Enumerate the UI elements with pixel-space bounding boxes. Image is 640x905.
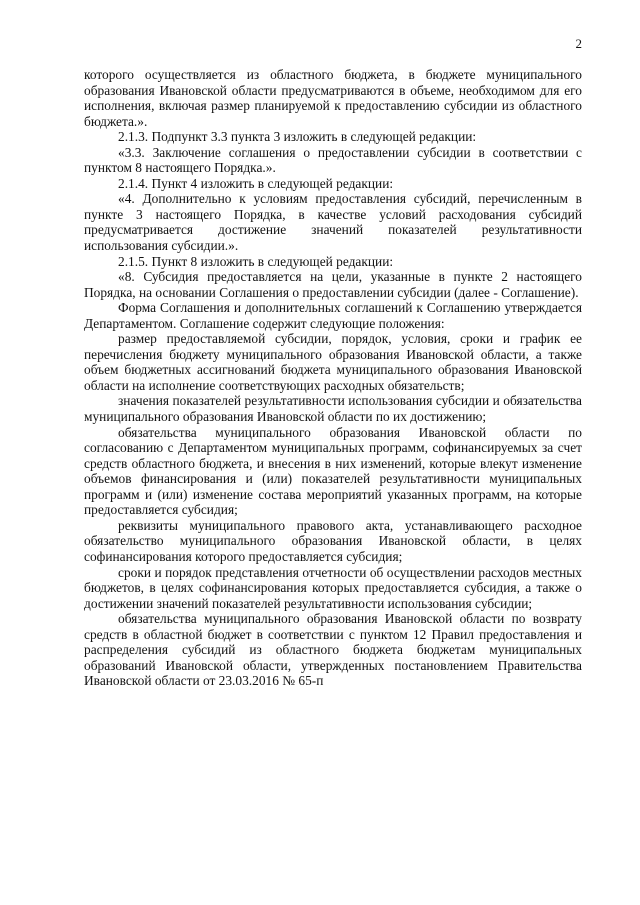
paragraph-clause-4: «4. Дополнительно к условиям предоставления субсидий, перечисленным в пункте 3 настоящего Порядка, в качестве условий расходования субсидий предусматривается достижение значений показателей результативности использования субсидии.». [84,191,582,254]
list-item-reporting: сроки и порядок представления отчетности об осуществлении расходов местных бюджетов, в целях софинансирования которых предоставляется субсидия, а также о достижении значений показателей результативности использования субсидии; [84,564,582,611]
paragraph-2-1-3: 2.1.3. Подпункт 3.3 пункта 3 изложить в следующей редакции: [118,129,477,145]
paragraph-continuation: которого осуществляется из областного бюджета, в бюджете муниципального образования Ивановской области предусматриваются в объеме, необходимом для его исполнения, включая размер планируемой к предоставлению субсидии из областного бюджета.». [84,67,582,129]
list-item-indicators: значения показателей результативности использования субсидии и обязательства муниципального образования Ивановской области по их достижению; [84,393,582,425]
list-item-program-obligations: обязательства муниципального образования Ивановской области по согласованию с Департаментом муниципальных программ, софинансируемых за счет средств областного бюджета, и внесения в них изменений, которые влекут изменение объемов финансирования и (или) показателей результативности муниципальных программ и (или) изменение состава мероприятий указанных программ, на которые предоставляется субсидия; [84,424,582,518]
document-body [84,67,582,689]
paragraph-clause-8: «8. Субсидия предоставляется на цели, указанные в пункте 2 настоящего Порядка, на основании Соглашения о предоставлении субсидии (далее - Соглашение). [84,269,582,300]
paragraph-2-1-4: 2.1.4. Пункт 4 изложить в следующей редакции: [118,175,394,191]
paragraph-2-1-5: 2.1.5. Пункт 8 изложить в следующей редакции: [118,253,394,269]
paragraph-agreement-form: Форма Соглашения и дополнительных соглашений к Соглашению утверждается Департаментом. Соглашение содержит следующие положения: [84,300,582,331]
list-item-subsidy-size: размер предоставляемой субсидии, порядок, условия, сроки и график ее перечисления бюджету муниципального образования Ивановской области, а также объем бюджетных ассигнований бюджета муниципального образования Ивановской области на исполнение соответствующих расходных обязательств; [84,331,582,393]
list-item-refund-obligations: обязательства муниципального образования Ивановской области по возврату средств в областной бюджет в соответствии с пунктом 12 Правил предоставления и распределения субсидий из областного бюджета бюджетам муниципальных образований Ивановской области, утвержденных постановлением Правительства Ивановской области от 23.03.2016 № 65-п [84,611,582,689]
paragraph-clause-3-3: «3.3. Заключение соглашения о предоставлении субсидии в соответствии с пунктом 8 настоящего Порядка.». [84,144,582,176]
page-number: 2 [575,36,582,51]
list-item-legal-act: реквизиты муниципального правового акта, устанавливающего расходное обязательство муниципального образования Ивановской области, в целях софинансирования которого предоставляется субсидия; [84,517,582,564]
